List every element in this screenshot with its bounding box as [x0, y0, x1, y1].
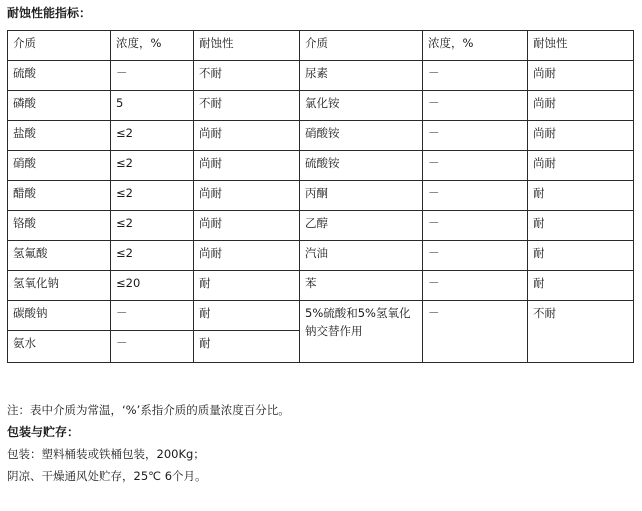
- concentration-cell: －: [111, 301, 194, 331]
- concentration-cell: ≤2: [111, 181, 194, 211]
- header-resistance: 耐蚀性: [194, 31, 300, 61]
- medium-cell: 硝酸铵: [300, 121, 423, 151]
- table-row: [8, 211, 634, 241]
- table-note: 注：表中介质为常温，‘%’系指介质的质量浓度百分比。: [7, 403, 290, 417]
- header-concentration: 浓度，%: [423, 31, 528, 61]
- header-medium: 介质: [8, 31, 111, 61]
- medium-cell: 尿素: [300, 61, 423, 91]
- resistance-cell: 不耐: [194, 91, 300, 121]
- table-row: [8, 301, 634, 331]
- medium-cell: 硫酸铵: [300, 151, 423, 181]
- resistance-cell: 耐: [528, 211, 634, 241]
- corrosion-resistance-table: [7, 30, 634, 363]
- resistance-cell: 不耐: [194, 61, 300, 91]
- concentration-cell: －: [423, 301, 528, 363]
- concentration-cell: －: [423, 211, 528, 241]
- resistance-cell: 尚耐: [194, 181, 300, 211]
- medium-cell: 硫酸: [8, 61, 111, 91]
- resistance-cell: 不耐: [528, 301, 634, 363]
- medium-cell: 醋酸: [8, 181, 111, 211]
- resistance-cell: 耐: [528, 271, 634, 301]
- medium-cell: 丙酮: [300, 181, 423, 211]
- medium-cell: 氯化铵: [300, 91, 423, 121]
- resistance-cell: 耐: [194, 331, 300, 363]
- resistance-cell: 耐: [528, 241, 634, 271]
- header-concentration: 浓度，%: [111, 31, 194, 61]
- resistance-cell: 尚耐: [528, 91, 634, 121]
- medium-cell: 磷酸: [8, 91, 111, 121]
- medium-cell: 苯: [300, 271, 423, 301]
- corrosion-section-title: 耐蚀性能指标：: [7, 6, 92, 20]
- resistance-cell: 尚耐: [194, 241, 300, 271]
- medium-cell: 铬酸: [8, 211, 111, 241]
- concentration-cell: ≤2: [111, 151, 194, 181]
- header-resistance: 耐蚀性: [528, 31, 634, 61]
- concentration-cell: －: [423, 61, 528, 91]
- concentration-cell: －: [423, 241, 528, 271]
- concentration-cell: －: [111, 61, 194, 91]
- resistance-cell: 尚耐: [194, 151, 300, 181]
- table-header-row: [8, 31, 634, 61]
- resistance-cell: 耐: [194, 301, 300, 331]
- concentration-cell: ≤20: [111, 271, 194, 301]
- resistance-cell: 耐: [528, 181, 634, 211]
- medium-cell: 5%硫酸和5%氢氧化钠交替作用: [300, 301, 423, 363]
- packaging-text: 包装：塑料桶装或铁桶包装，200Kg；: [7, 447, 205, 461]
- concentration-cell: －: [111, 331, 194, 363]
- medium-cell: 氨水: [8, 331, 111, 363]
- resistance-cell: 尚耐: [528, 121, 634, 151]
- table-row: [8, 121, 634, 151]
- resistance-cell: 尚耐: [528, 61, 634, 91]
- medium-cell: 氢氟酸: [8, 241, 111, 271]
- resistance-cell: 尚耐: [194, 121, 300, 151]
- medium-cell: 碳酸钠: [8, 301, 111, 331]
- medium-cell: 汽油: [300, 241, 423, 271]
- medium-cell: 硝酸: [8, 151, 111, 181]
- concentration-cell: －: [423, 181, 528, 211]
- table-row: [8, 91, 634, 121]
- resistance-cell: 尚耐: [528, 151, 634, 181]
- concentration-cell: ≤2: [111, 211, 194, 241]
- table-row: [8, 241, 634, 271]
- concentration-cell: －: [423, 91, 528, 121]
- resistance-cell: 耐: [194, 271, 300, 301]
- concentration-cell: 5: [111, 91, 194, 121]
- medium-cell: 乙醇: [300, 211, 423, 241]
- table-row: [8, 181, 634, 211]
- concentration-cell: －: [423, 151, 528, 181]
- concentration-cell: ≤2: [111, 241, 194, 271]
- concentration-cell: －: [423, 271, 528, 301]
- storage-text: 阴凉、干燥通风处贮存，25℃ 6个月。: [7, 469, 207, 483]
- medium-cell: 盐酸: [8, 121, 111, 151]
- table-row: [8, 151, 634, 181]
- medium-cell: 氢氧化钠: [8, 271, 111, 301]
- table-row: [8, 61, 634, 91]
- concentration-cell: －: [423, 121, 528, 151]
- header-medium: 介质: [300, 31, 423, 61]
- table-row: [8, 271, 634, 301]
- packaging-section-title: 包装与贮存：: [7, 425, 80, 439]
- concentration-cell: ≤2: [111, 121, 194, 151]
- resistance-cell: 尚耐: [194, 211, 300, 241]
